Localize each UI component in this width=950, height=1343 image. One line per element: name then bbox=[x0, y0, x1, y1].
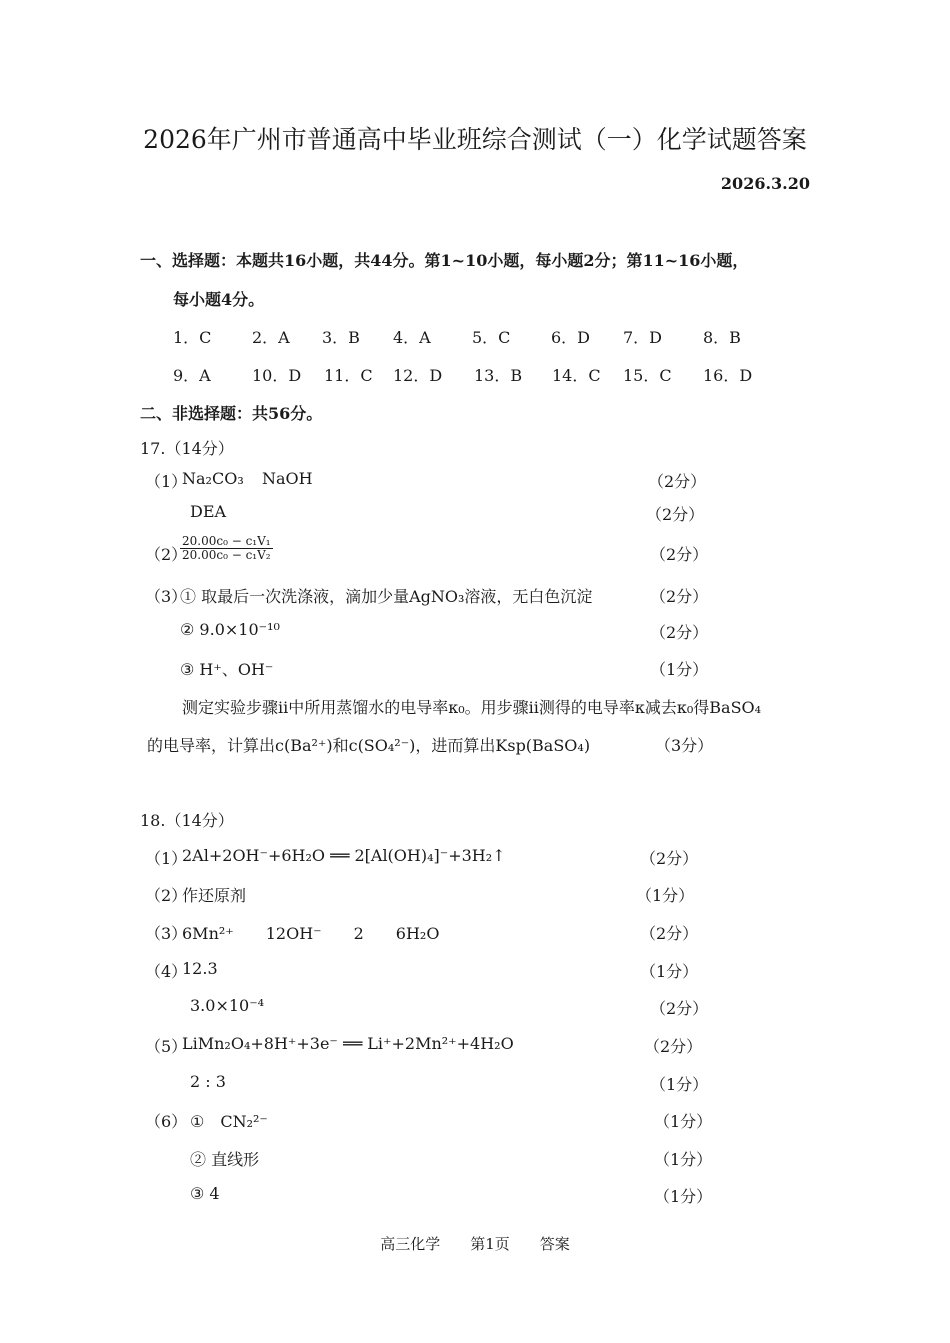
score: （2分） bbox=[650, 545, 709, 564]
score: （2分） bbox=[646, 505, 705, 524]
q17-part-label: （1） bbox=[145, 472, 188, 491]
score: （1分） bbox=[650, 1075, 709, 1094]
score: （1分） bbox=[654, 1150, 713, 1169]
score: （1分） bbox=[654, 1112, 713, 1131]
mcq-answer: 14．C bbox=[552, 366, 601, 385]
q18-answer: ③ 4 bbox=[190, 1184, 220, 1203]
q17-part-label: （2） bbox=[145, 545, 188, 564]
score: （2分） bbox=[640, 924, 699, 943]
q17-explanation-line1: 测定实验步骤ii中所用蒸馏水的电导率κ₀。用步骤ii测得的电导率κ减去κ₀得BaSO₄ bbox=[182, 698, 762, 717]
q18-answer: 2Al+2OH⁻+6H₂O ══ 2[Al(OH)₄]⁻+3H₂↑ bbox=[182, 846, 506, 865]
q17-p2-fraction bbox=[180, 535, 273, 562]
q18-answer: LiMn₂O₄+8H⁺+3e⁻ ══ Li⁺+2Mn²⁺+4H₂O bbox=[182, 1034, 514, 1053]
q18-header: 18.（14分） bbox=[140, 811, 234, 830]
mcq-answer: 12．D bbox=[393, 366, 443, 385]
q17-p1-answer-a: Na₂CO₃ bbox=[182, 469, 244, 488]
q18-part-label: （3） bbox=[145, 924, 188, 943]
q18-part-label: （4） bbox=[145, 962, 188, 981]
score: （1分） bbox=[636, 886, 695, 905]
score: （1分） bbox=[650, 660, 709, 679]
mcq-answer: 3．B bbox=[322, 328, 360, 347]
q18-answer: 6Mn²⁺ 12OH⁻ 2 6H₂O bbox=[182, 924, 440, 943]
page-footer: 高三化学 第1页 答案 bbox=[380, 1235, 570, 1253]
q17-part-label: （3） bbox=[145, 587, 188, 606]
score: （2分） bbox=[640, 849, 699, 868]
section2-heading: 二、非选择题：共56分。 bbox=[140, 404, 323, 423]
mcq-answer: 10．D bbox=[252, 366, 302, 385]
exam-date: 2026.3.20 bbox=[720, 174, 810, 193]
score: （2分） bbox=[650, 999, 709, 1018]
q17-p1-answer-c: DEA bbox=[190, 502, 227, 521]
q18-answer: ① CN₂²⁻ bbox=[190, 1112, 268, 1131]
score: （2分） bbox=[650, 587, 709, 606]
q18-part-label: （5） bbox=[145, 1037, 188, 1056]
score: （2分） bbox=[650, 623, 709, 642]
mcq-answer: 1．C bbox=[173, 328, 212, 347]
mcq-answer: 8．B bbox=[703, 328, 741, 347]
q18-answer: 2 : 3 bbox=[190, 1072, 226, 1091]
mcq-answer: 13．B bbox=[474, 366, 523, 385]
mcq-answer: 4．A bbox=[393, 328, 431, 347]
q18-answer: 12.3 bbox=[182, 959, 218, 978]
score: （1分） bbox=[654, 1187, 713, 1206]
q18-answer: 作还原剂 bbox=[182, 886, 247, 905]
q18-part-label: （6） bbox=[145, 1112, 188, 1131]
page-title: 2026年广州市普通高中毕业班综合测试（一）化学试题答案 bbox=[143, 125, 807, 154]
section1-heading-line1: 一、选择题：本题共16小题，共44分。第1~10小题，每小题2分；第11~16小题， bbox=[140, 251, 749, 270]
score: （2分） bbox=[644, 1037, 703, 1056]
mcq-answer: 5．C bbox=[472, 328, 511, 347]
q17-p1-answer-b: NaOH bbox=[262, 469, 313, 488]
q17-p3-answer-1: ① 取最后一次洗涤液，滴加少量AgNO₃溶液，无白色沉淀 bbox=[180, 587, 593, 606]
q18-answer: ② 直线形 bbox=[190, 1150, 260, 1169]
mcq-answer: 7．D bbox=[623, 328, 663, 347]
fraction-numerator: 20.00c₀ − c₁V₁ bbox=[182, 534, 271, 548]
mcq-answer: 11．C bbox=[324, 366, 373, 385]
score: （1分） bbox=[640, 962, 699, 981]
q18-part-label: （2） bbox=[145, 886, 188, 905]
q17-p3-answer-3: ③ H⁺、OH⁻ bbox=[180, 660, 274, 679]
q18-part-label: （1） bbox=[145, 849, 188, 868]
mcq-answer: 16．D bbox=[703, 366, 753, 385]
mcq-answer: 6．D bbox=[551, 328, 591, 347]
section1-heading-line2: 每小题4分。 bbox=[173, 290, 265, 309]
score: （2分） bbox=[648, 472, 707, 491]
mcq-answer: 15．C bbox=[623, 366, 672, 385]
q18-answer: 3.0×10⁻⁴ bbox=[190, 996, 265, 1015]
mcq-answer: 9．A bbox=[173, 366, 211, 385]
q17-explanation-line2: 的电导率，计算出c(Ba²⁺)和c(SO₄²⁻)，进而算出Ksp(BaSO₄) bbox=[147, 736, 591, 755]
fraction-denominator: 20.00c₀ − c₁V₂ bbox=[182, 548, 271, 562]
score: （3分） bbox=[655, 736, 714, 755]
q17-header: 17.（14分） bbox=[140, 439, 234, 458]
mcq-answer: 2．A bbox=[252, 328, 290, 347]
q17-p3-answer-2: ② 9.0×10⁻¹⁰ bbox=[180, 620, 280, 639]
